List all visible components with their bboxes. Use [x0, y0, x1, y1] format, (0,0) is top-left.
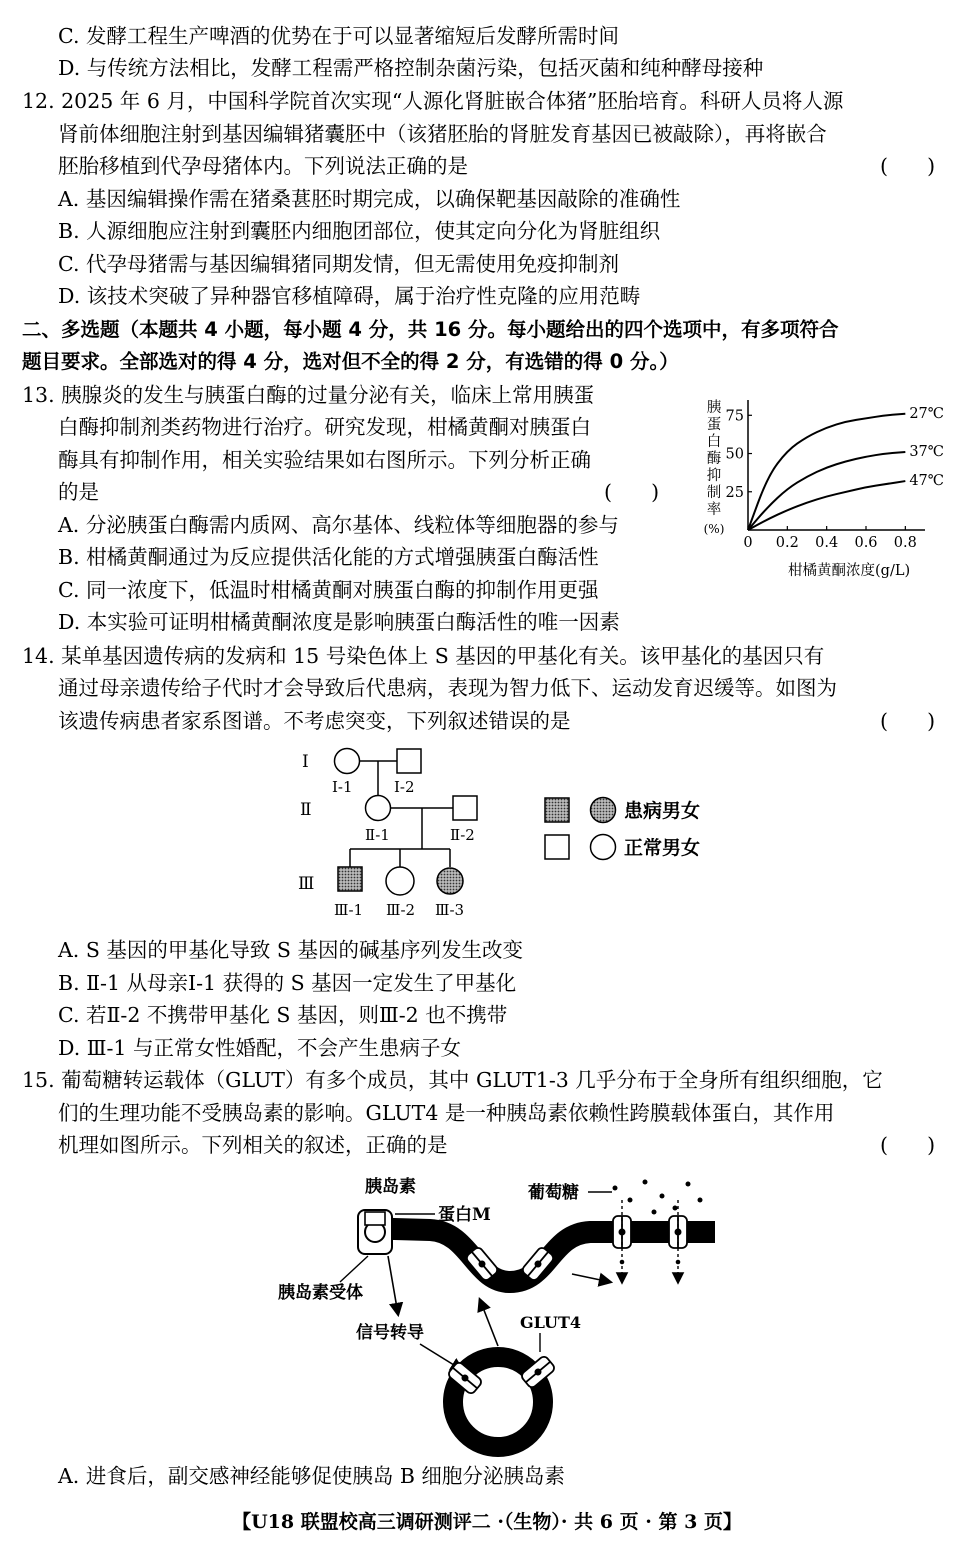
y-axis-title-char: 蛋 [706, 417, 722, 433]
q12-stem-line2: 肾前体细胞注射到基因编辑猪囊胚中（该猪胚胎的肾脏发育基因已被敲除），再将嵌合 [58, 122, 827, 146]
iii3-affected-female [437, 868, 463, 894]
label-protein-m: 蛋白M [438, 1205, 491, 1225]
legend-affected-male [545, 798, 569, 822]
legend-affected-label: 患病男女 [624, 800, 701, 822]
chart-ylabel [704, 398, 725, 536]
ii1-normal-female [366, 796, 391, 821]
protein-m [365, 1212, 385, 1225]
label-ii2: Ⅱ-2 [450, 826, 475, 844]
glut4-mechanism-diagram [270, 1170, 730, 1460]
inhibition-rate-chart [700, 390, 962, 585]
q11-option-c: C. 发酵工程生产啤酒的优势在于可以显著缩短后发酵所需时间 [58, 24, 619, 48]
q13-option-d: D. 本实验可证明柑橘黄酮浓度是影响胰蛋白酶活性的唯一因素 [58, 610, 620, 634]
q15-stem-line3: 机理如图所示。下列相关的叙述，正确的是 [58, 1133, 448, 1157]
q15-answer-paren: ( ) [880, 1133, 936, 1157]
y-axis-title-char: 制 [706, 485, 722, 501]
x-tick-label: 0.4 [815, 535, 839, 551]
q14-stem-line2: 通过母亲遗传给子代时才会导致后代患病，表现为智力低下、运动发育迟缓等。如图为 [58, 676, 837, 700]
i2-normal-male [397, 749, 421, 773]
y-axis-title-char: 白 [706, 434, 722, 450]
series-line-0 [748, 414, 905, 530]
y-tick-label: 50 [725, 446, 744, 463]
q13-option-b: B. 柑橘黄酮通过为反应提供活化能的方式增强胰蛋白酶活性 [58, 545, 599, 569]
iii1-affected-male [338, 867, 362, 891]
q15-option-a: A. 进食后，副交感神经能够促使胰岛 B 细胞分泌胰岛素 [58, 1464, 565, 1488]
q15-stem-line1: 15. 葡萄糖转运载体（GLUT）有多个成员，其中 GLUT1-3 几乎分布于全身所有组织细胞，它 [22, 1068, 883, 1092]
series-label-0: 27℃ [909, 405, 945, 422]
q13-option-c: C. 同一浓度下，低温时柑橘黄酮对胰蛋白酶的抑制作用更强 [58, 578, 599, 602]
label-ii1: Ⅱ-1 [365, 826, 390, 844]
q14-option-c: C. 若Ⅱ-2 不携带甲基化 S 基因，则Ⅲ-2 也不携带 [58, 1003, 508, 1027]
gen-label-3: Ⅲ [298, 874, 315, 894]
x-tick-label: 0 [743, 535, 753, 551]
label-i2: Ⅰ-2 [394, 778, 415, 796]
label-iii2: Ⅲ-2 [386, 901, 416, 919]
y-axis-title-char: 酶 [706, 451, 722, 467]
q13-stem-line3: 酶具有抑制作用，相关实验结果如右图所示。下列分析正确 [58, 448, 591, 472]
label-insulin-receptor: 胰岛素受体 [278, 1283, 363, 1303]
label-glut4: GLUT4 [520, 1313, 582, 1332]
gen-label-2: Ⅱ [300, 800, 312, 820]
q12-option-d: D. 该技术突破了异种器官移植障碍，属于治疗性克隆的应用范畴 [58, 284, 641, 308]
label-glucose: 葡萄糖 [528, 1183, 579, 1203]
label-signal-transduction: 信号转导 [356, 1323, 424, 1343]
legend-affected-female [591, 798, 616, 823]
q12-stem-line1: 12. 2025 年 6 月，中国科学院首次实现“人源化肾脏嵌合体猪”胚胎培育。科研人员将人源 [22, 89, 844, 113]
pedigree-diagram [290, 735, 730, 925]
q12-option-b: B. 人源细胞应注射到囊胚内细胞团部位，使其定向分化为肾脏组织 [58, 219, 661, 243]
q12-answer-paren: ( ) [880, 154, 936, 178]
section2-heading-line2: 题目要求。全部选对的得 4 分，选对但不全的得 2 分，有选错的得 0 分。） [22, 350, 679, 373]
iii2-normal-female [386, 867, 414, 895]
q13-stem-line4: 的是 [58, 480, 99, 504]
x-tick-label: 0.8 [893, 535, 917, 551]
y-tick-label: 25 [725, 484, 744, 501]
ii2-normal-male [453, 796, 477, 820]
q14-answer-paren: ( ) [880, 709, 936, 733]
x-axis-title: 柑橘黄酮浓度(g/L) [788, 563, 911, 579]
label-iii1: Ⅲ-1 [334, 901, 364, 919]
q12-option-a: A. 基因编辑操作需在猪桑葚胚时期完成，以确保靶基因敲除的准确性 [58, 187, 681, 211]
y-axis-title-char: 抑 [706, 468, 722, 484]
i1-normal-female [335, 749, 360, 774]
label-i1: Ⅰ-1 [332, 778, 353, 796]
x-tick-label: 0.2 [775, 535, 799, 551]
q13-stem-line2: 白酶抑制剂类药物进行治疗。研究发现，柑橘黄酮对胰蛋白 [58, 415, 591, 439]
label-iii3: Ⅲ-3 [435, 901, 465, 919]
x-tick-label: 0.6 [854, 535, 878, 551]
q14-option-b: B. Ⅱ-1 从母亲Ⅰ-1 获得的 S 基因一定发生了甲基化 [58, 971, 517, 995]
q15-stem-line2: 们的生理功能不受胰岛素的影响。GLUT4 是一种胰岛素依赖性跨膜载体蛋白，其作用 [58, 1101, 835, 1125]
q11-option-d: D. 与传统方法相比，发酵工程需严格控制杂菌污染，包括灭菌和纯种酵母接种 [58, 56, 764, 80]
label-insulin: 胰岛素 [365, 1177, 416, 1197]
y-axis-title-char: 胰 [706, 400, 722, 416]
page-footer: 【U18 联盟校高三调研测评二 ·（生物）· 共 6 页 · 第 3 页】 [232, 1511, 742, 1533]
q14-stem-line3: 该遗传病患者家系图谱。不考虑突变，下列叙述错误的是 [58, 709, 571, 733]
q14-option-a: A. S 基因的甲基化导致 S 基因的碱基序列发生改变 [58, 938, 523, 962]
legend-normal-male [545, 835, 569, 859]
section2-heading-line1: 二、多选题（本题共 4 小题，每小题 4 分，共 16 分。每小题给出的四个选项中，有多项符合 [22, 318, 839, 341]
q13-answer-paren: ( ) [604, 480, 660, 504]
series-line-2 [748, 481, 905, 530]
q14-option-d: D. Ⅲ-1 与正常女性婚配，不会产生患病子女 [58, 1036, 461, 1060]
q12-option-c: C. 代孕母猪需与基因编辑猪同期发情，但无需使用免疫抑制剂 [58, 252, 619, 276]
y-tick-label: 75 [725, 408, 744, 425]
legend-normal-female [591, 835, 616, 860]
y-axis-title-char: 率 [706, 502, 722, 518]
series-label-1: 37℃ [909, 444, 945, 460]
q13-stem-line1: 13. 胰腺炎的发生与胰蛋白酶的过量分泌有关，临床上常用胰蛋 [22, 383, 595, 407]
series-label-2: 47℃ [909, 473, 945, 490]
q13-option-a: A. 分泌胰蛋白酶需内质网、高尔基体、线粒体等细胞器的参与 [58, 513, 619, 537]
gen-label-1: Ⅰ [302, 752, 309, 772]
y-axis-unit: (%) [703, 522, 725, 536]
q12-stem-line3: 胚胎移植到代孕母猪体内。下列说法正确的是 [58, 154, 468, 178]
legend-normal-label: 正常男女 [624, 837, 701, 859]
q14-stem-line1: 14. 某单基因遗传病的发病和 15 号染色体上 S 基因的甲基化有关。该甲基化的基因只有 [22, 644, 825, 668]
